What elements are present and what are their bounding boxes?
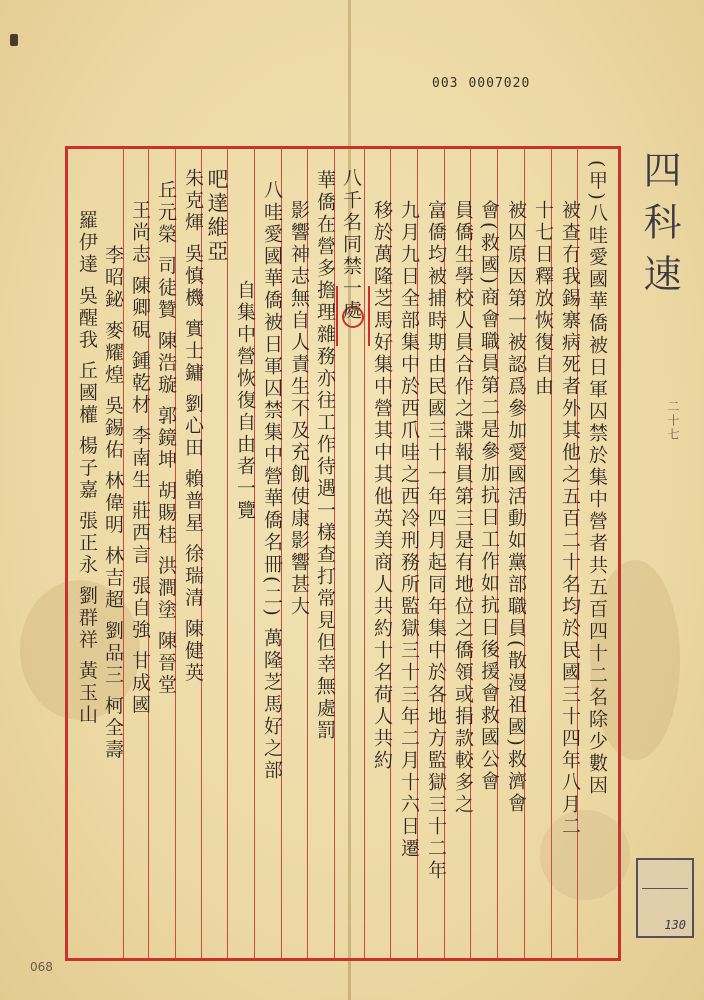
name-column-4: 李昭鉍 麥耀煌 吳錫佑 林偉明 林吉超 劉品三 柯全壽: [102, 245, 124, 762]
text-column-5: 會(救國)商會職員第二是參加抗日工作如抗日後援會救國公會: [478, 200, 500, 793]
column-rule: [364, 148, 365, 958]
text-column-10: 八千名同禁一處: [340, 168, 362, 322]
archive-seal: [636, 858, 694, 938]
text-column-11: 華僑在營多擔理雜務亦往工作待遇一樣查打常見但幸無處罰: [314, 170, 336, 742]
serial-number: 0007020: [468, 76, 531, 91]
name-column-2: 丘元榮 司徒贊 陳浩璇 郭鏡坤 胡賜桂 洪澗塗 陳晉堂: [155, 180, 177, 697]
name-column-5: 羅伊達 吳醒我 丘國權 楊子嘉 張正永 劉群祥 黃玉山: [76, 210, 98, 727]
text-column-3: 十七日釋放恢復自由: [532, 200, 554, 398]
seal-number: 130: [664, 918, 686, 932]
column-rule: [254, 148, 255, 958]
text-column-12: 影響神志無自人責生不及充飢使康影響甚大: [288, 200, 310, 618]
faint-watermark-stamp: [540, 810, 630, 900]
text-column-8: 九月九日全部集中於西爪哇之西冷刑務所監獄三十三年二月十六日遷: [398, 200, 420, 860]
serial-prefix: 003: [432, 76, 459, 91]
text-column-4: 被囚原因第一被認爲參加愛國活動如黨部職員(散漫祖國)救濟會: [505, 200, 527, 815]
text-column-9: 移於萬隆芝馬好集中營其中其他英美商人共約十名荷人共約: [371, 200, 393, 772]
name-column-1: 朱克煇 吳慎機 實士鏞 劉心田 賴普星 徐瑞清 陳健英: [182, 168, 204, 685]
archive-serial: [432, 76, 530, 91]
handwritten-annotation: 四科速: [637, 150, 681, 306]
text-column-2: 被查冇我錫寨病死者外其他之五百二十名均於民國三十四年八月二: [559, 200, 581, 838]
name-column-3: 王尚志 陳卿硯 鍾乾材 李南生 莊西言 張自強 甘成國: [129, 200, 151, 717]
text-column-1: (甲)八哇愛國華僑被日軍囚禁於集中營者共五百四十二名除少數因: [586, 160, 608, 797]
text-column-7: 富僑均被捕時期由民國三十一年四月起同年集中於各地方監獄三十二年: [425, 200, 447, 882]
text-column-6: 員僑生學校人員合作之諜報員第三是有地位之僑領或捐款較多之: [452, 200, 474, 816]
column-rule: [227, 148, 228, 958]
section-heading-batavia: 吧達維亞: [205, 168, 229, 264]
binding-mark: [10, 34, 18, 46]
page-number: 068: [30, 960, 53, 974]
margin-note: 二十七: [666, 400, 680, 442]
text-column-14: 自集中營恢復自由者一覽: [234, 280, 256, 522]
text-column-13: 八哇愛國華僑被日軍囚禁集中營華僑名冊(二) 萬隆芝馬好之部: [261, 180, 283, 782]
